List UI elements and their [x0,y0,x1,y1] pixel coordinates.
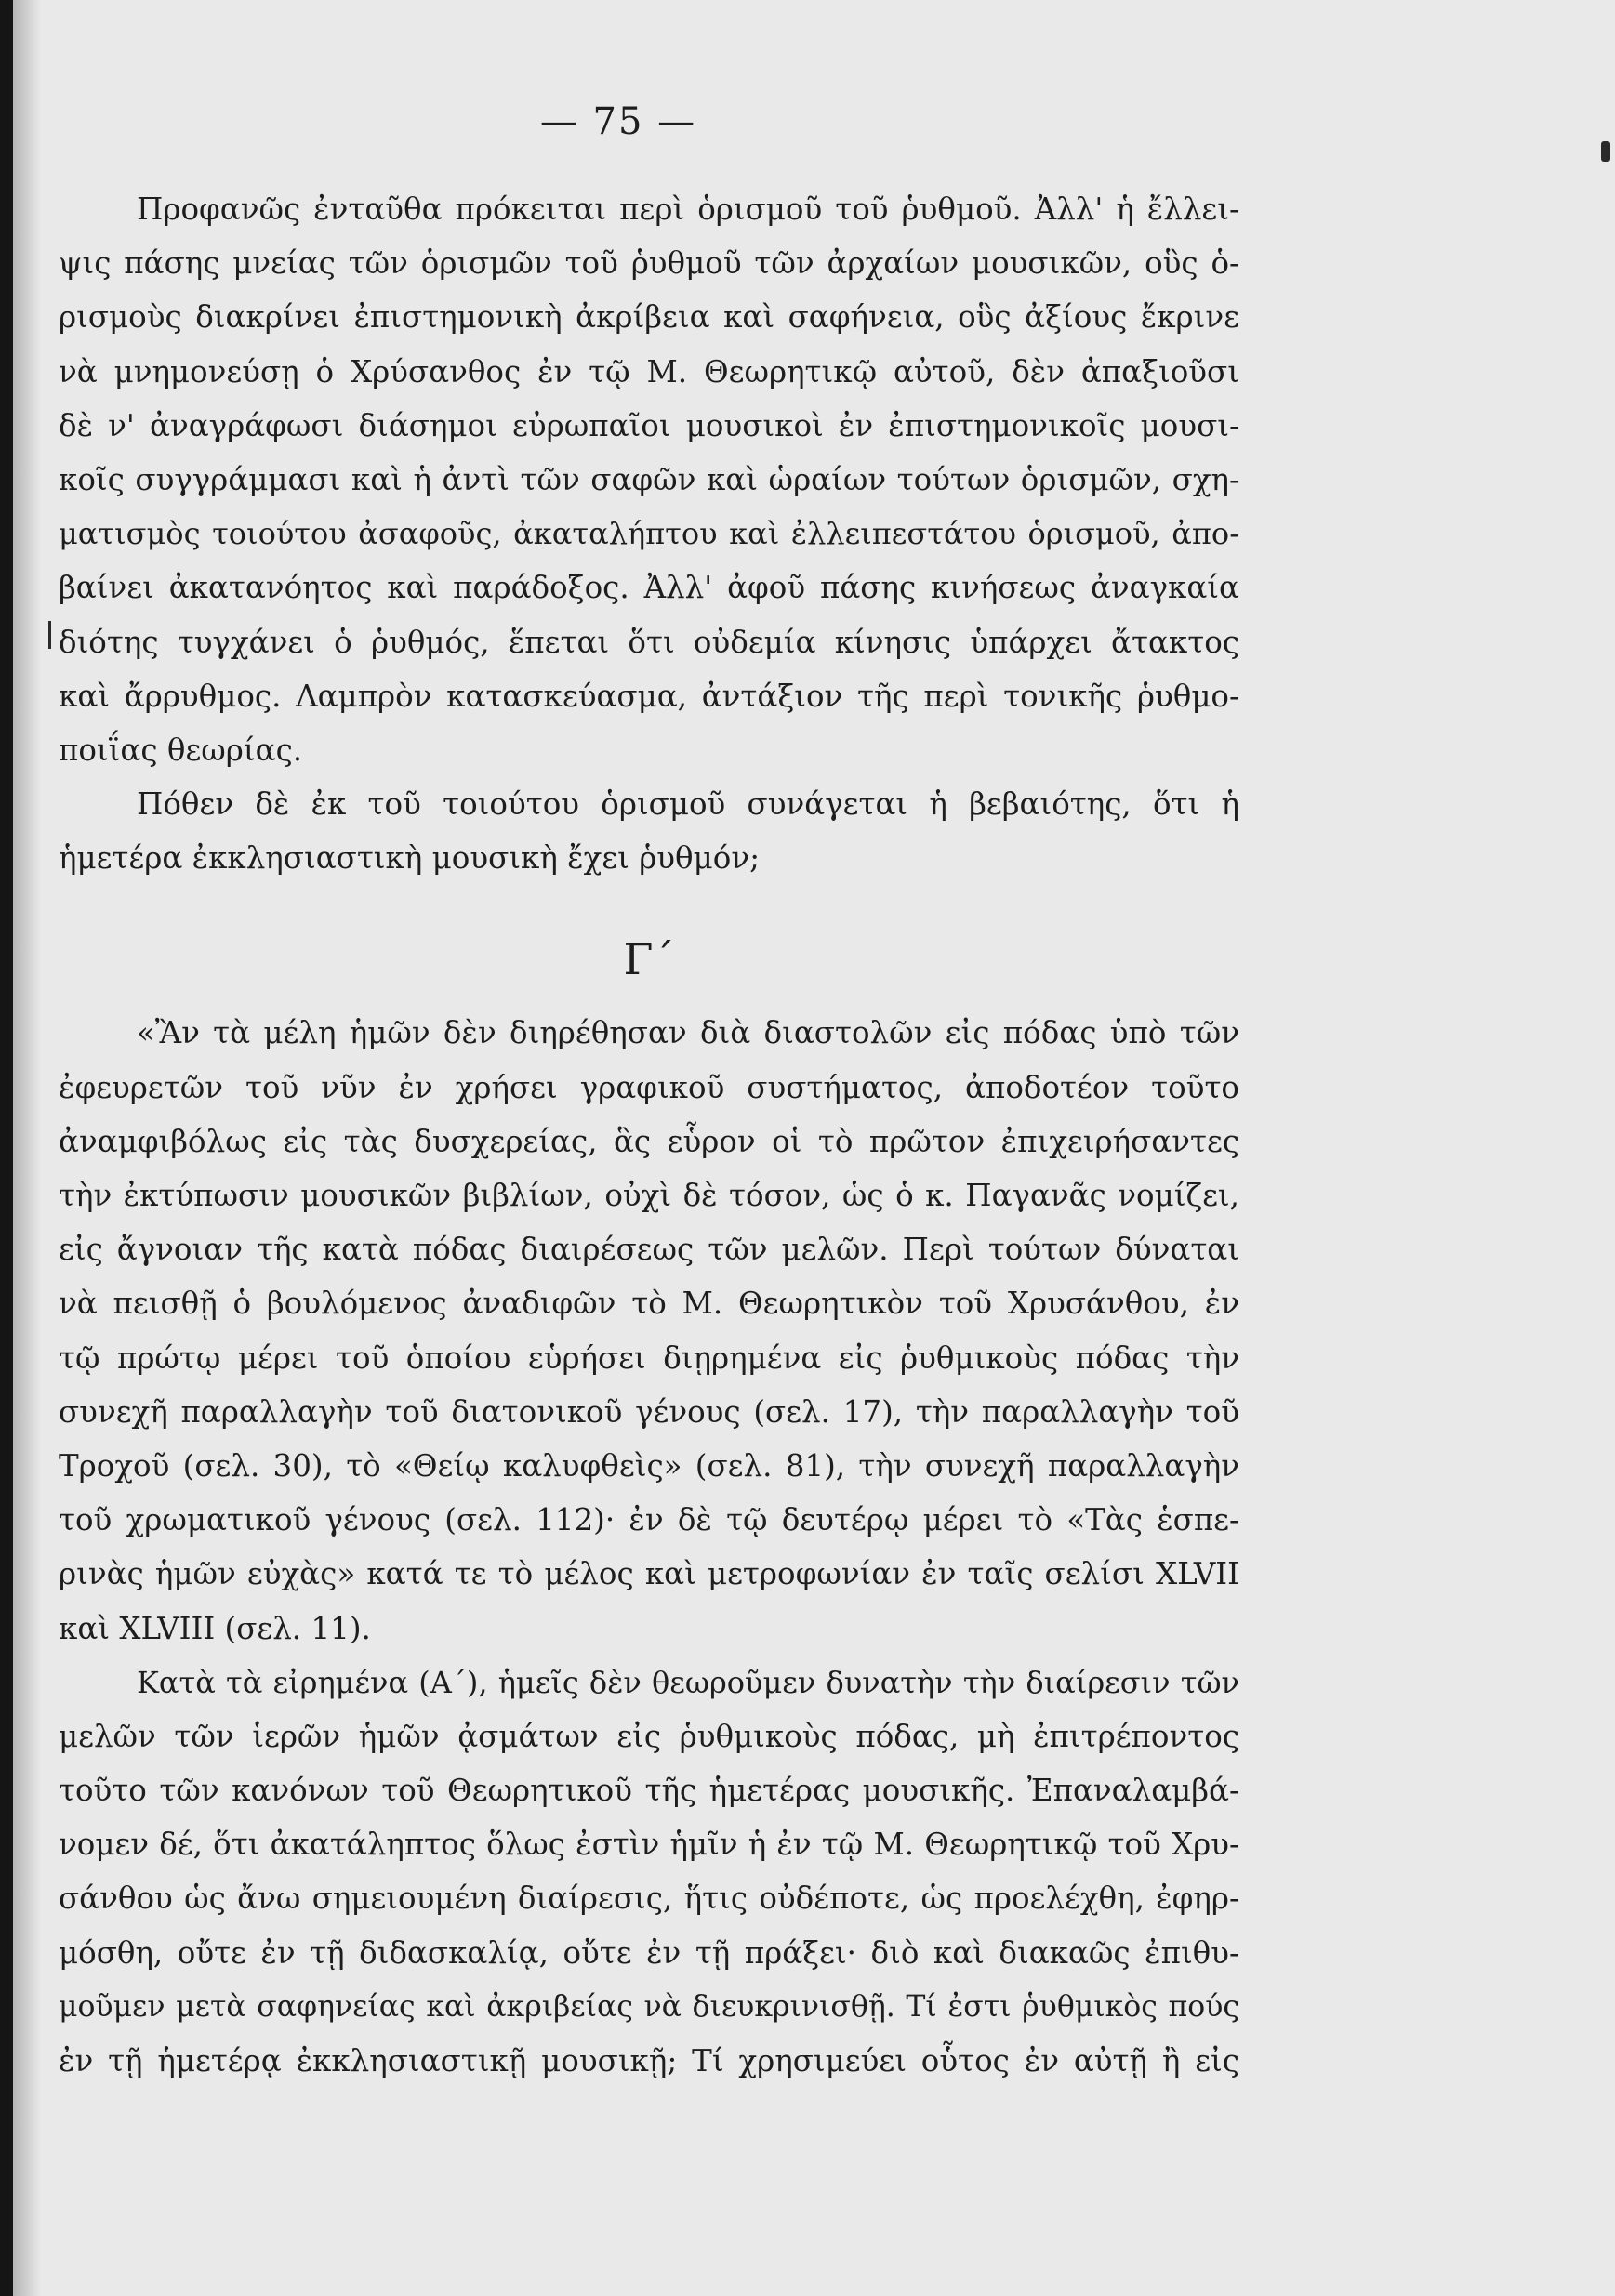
text-line: ψις πάσης μνείας τῶν ὁρισμῶν τοῦ ῥυθμοῦ τῶν ἀρχαίων μουσικῶν, οὓς ὁ- [59,245,1239,282]
text-line: μόσθη, οὔτε ἐν τῇ διδασκαλίᾳ, οὔτε ἐν τῇ πράξει· διὸ καὶ διακαῶς ἐπιθυ- [59,1934,1239,1971]
section-heading: Γ΄ [623,934,675,985]
text-line: «Ἂν τὰ μέλη ἡμῶν δὲν διηρέθησαν διὰ διαστολῶν εἰς πόδας ὑπὸ τῶν [137,1015,1239,1051]
text-line: καὶ XLVIII (σελ. 11). [59,1610,371,1646]
margin-mark [48,621,51,649]
text-line: σάνθου ὡς ἄνω σημειουμένη διαίρεσις, ἥτις οὐδέποτε, ὡς προελέχθη, ἐφηρ- [59,1880,1239,1917]
text-line: τοῦ χρωματικοῦ γένους (σελ. 112)· ἐν δὲ τῷ δευτέρῳ μέρει τὸ «Τὰς ἑσπε- [59,1502,1239,1538]
text-line: Προφανῶς ἐνταῦθα πρόκειται περὶ ὁρισμοῦ τοῦ ῥυθμοῦ. Ἀλλ' ἡ ἔλλει- [137,191,1239,227]
text-line: μοῦμεν μετὰ σαφηνείας καὶ ἀκριβείας νὰ διευκρινισθῇ. Τί ἐστι ῥυθμικὸς πούς [59,1989,1239,2024]
text-line: εἰς ἄγνοιαν τῆς κατὰ πόδας διαιρέσεως τῶν μελῶν. Περὶ τούτων δύναται [59,1232,1239,1268]
text-line: Τροχοῦ (σελ. 30), τὸ «Θείῳ καλυφθεὶς» (σελ. 81), τὴν συνεχῆ παραλλαγὴν [59,1447,1239,1484]
text-line: ἡμετέρα ἐκκλησιαστικὴ μουσικὴ ἔχει ῥυθμόν; [59,840,761,877]
text-line: διότης τυγχάνει ὁ ῥυθμός, ἕπεται ὅτι οὐδεμία κίνησις ὑπάρχει ἄτακτος [59,624,1239,660]
body-text [59,182,1239,2088]
text-line: συνεχῆ παραλλαγὴν τοῦ διατονικοῦ γένους (σελ. 17), τὴν παραλλαγὴν τοῦ [59,1393,1239,1430]
text-line: ἐφευρετῶν τοῦ νῦν ἐν χρήσει γραφικοῦ συστήματος, ἀποδοτέον τοῦτο [59,1069,1239,1105]
text-line: τῷ πρώτῳ μέρει τοῦ ὁποίου εὑρήσει διῃρημένα εἰς ῥυθμικοὺς πόδας τὴν [59,1339,1239,1376]
text-line: δὲ ν' ἀναγράφωσι διάσημοι εὐρωπαῖοι μουσικοὶ ἐν ἐπιστημονικοῖς μουσι- [59,407,1239,443]
text-line: τοῦτο τῶν κανόνων τοῦ Θεωρητικοῦ τῆς ἡμετέρας μουσικῆς. Ἐπαναλαμβά- [59,1773,1239,1809]
text-line: ματισμὸς τοιούτου ἀσαφοῦς, ἀκαταλήπτου καὶ ἐλλειπεστάτου ὁρισμοῦ, ἀπο- [59,516,1239,552]
binding-shadow [13,0,41,2296]
text-line: ποιΐας θεωρίας. [59,732,303,768]
text-line: ρινὰς ἡμῶν εὐχὰς» κατά τε τὸ μέλος καὶ μετροφωνίαν ἐν ταῖς σελίσι XLVII [59,1556,1239,1592]
book-binding-edge [0,0,13,2296]
edge-mark [1601,141,1610,162]
text-line: κοῖς συγγράμμασι καὶ ἡ ἀντὶ τῶν σαφῶν καὶ ὡραίων τούτων ὁρισμῶν, σχη- [59,461,1239,497]
text-line: Πόθεν δὲ ἐκ τοῦ τοιούτου ὁρισμοῦ συνάγεται ἡ βεβαιότης, ὅτι ἡ [137,786,1239,823]
text-line: τὴν ἐκτύπωσιν μουσικῶν βιβλίων, οὐχὶ δὲ τόσον, ὡς ὁ κ. Παγανᾶς νομίζει, [59,1178,1239,1213]
text-line: μελῶν τῶν ἱερῶν ἡμῶν ᾀσμάτων εἰς ῥυθμικοὺς πόδας, μὴ ἐπιτρέποντος [59,1718,1239,1754]
text-line: καὶ ἄρρυθμος. Λαμπρὸν κατασκεύασμα, ἀντάξιον τῆς περὶ τονικῆς ῥυθμο- [59,678,1239,714]
page-number: — 75 — [539,100,697,143]
text-line: νομεν δέ, ὅτι ἀκατάληπτος ὅλως ἐστὶν ἡμῖν ἡ ἐν τῷ Μ. Θεωρητικῷ τοῦ Χρυ- [59,1827,1239,1863]
text-line: ἐν τῇ ἡμετέρᾳ ἐκκλησιαστικῇ μουσικῇ; Τί χρησιμεύει οὗτος ἐν αὐτῇ ἢ εἰς [59,2043,1239,2078]
text-line: νὰ πεισθῇ ὁ βουλόμενος ἀναδιφῶν τὸ Μ. Θεωρητικὸν τοῦ Χρυσάνθου, ἐν [59,1286,1239,1322]
text-line: ἀναμφιβόλως εἰς τὰς δυσχερείας, ἃς εὗρον οἱ τὸ πρῶτον ἐπιχειρήσαντες [59,1123,1239,1159]
text-line: νὰ μνημονεύσῃ ὁ Χρύσανθος ἐν τῷ Μ. Θεωρητικῷ αὐτοῦ, δὲν ἀπαξιοῦσι [59,353,1239,389]
text-line: ρισμοὺς διακρίνει ἐπιστημονικὴ ἀκρίβεια καὶ σαφήνεια, οὓς ἀξίους ἔκρινε [59,299,1239,336]
text-line: Κατὰ τὰ εἰρημένα (Α΄), ἡμεῖς δὲν θεωροῦμεν δυνατὴν τὴν διαίρεσιν τῶν [137,1664,1239,1700]
text-line: βαίνει ἀκατανόητος καὶ παράδοξος. Ἀλλ' ἀφοῦ πάσης κινήσεως ἀναγκαία [59,570,1239,606]
